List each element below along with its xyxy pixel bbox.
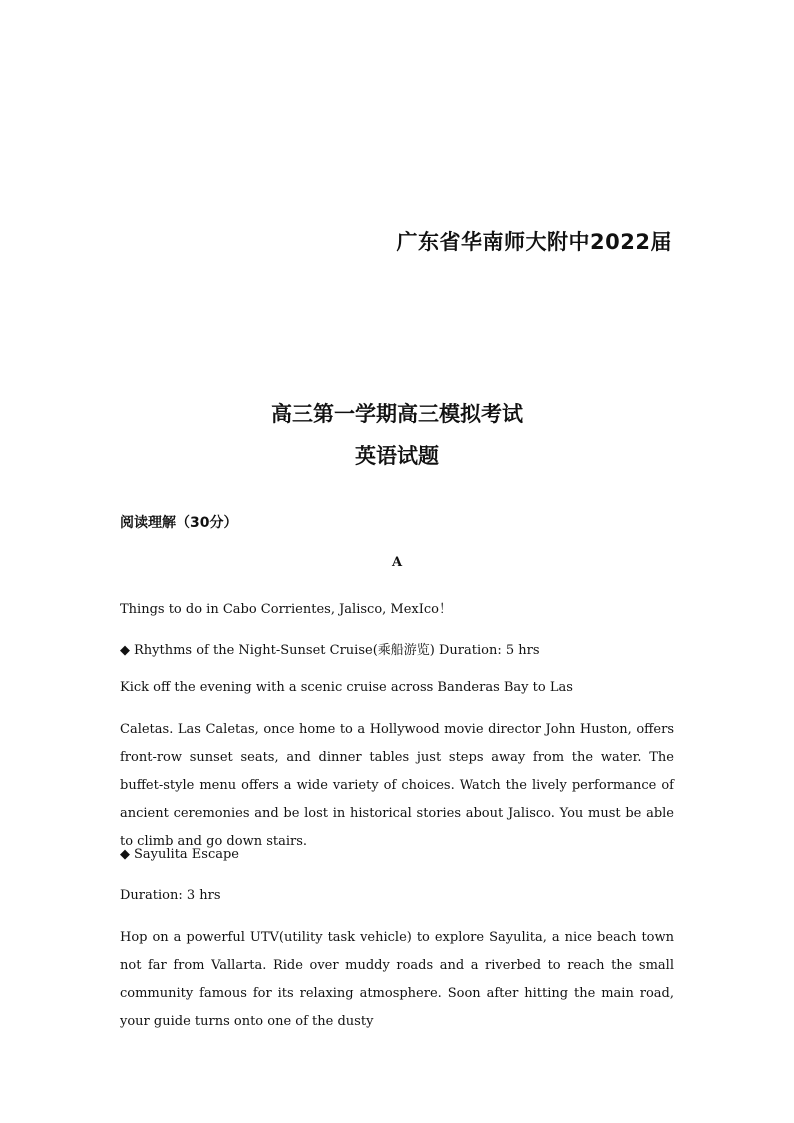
item1-paragraph: Caletas. Las Caletas, once home to a Hollywood movie director John Huston, offers front-row sunset seats, and dinner tables just steps away from the water. The buffet-style menu offers a wide variety of choices. Watch the lively performance of ancient ceremonies and be lost in historical stories about Jalisco. You must be able to climb and go down stairs. (120, 722, 674, 849)
item1-title: Rhythms of the Night-Sunset Cruise(乘船游览) Duration: 5 hrs (134, 643, 540, 658)
item2-heading (120, 847, 239, 862)
section-heading: 阅读理解（30分） (120, 515, 238, 531)
diamond-bullet-icon: ◆ (120, 847, 130, 862)
exam-title: 高三第一学期高三模拟考试 (271, 402, 523, 426)
item1-line1: Kick off the evening with a scenic cruise across Banderas Bay to Las (120, 680, 573, 695)
subject-title: 英语试题 (355, 444, 439, 468)
school-title: 广东省华南师大附中2022届 (396, 230, 672, 254)
item2-duration: Duration: 3 hrs (120, 888, 221, 903)
passage-intro: Things to do in Cabo Corrientes, Jalisco, MexIco！ (120, 602, 452, 617)
passage-letter: A (391, 555, 403, 570)
item2-title: Sayulita Escape (134, 847, 240, 862)
item1-heading (120, 639, 540, 658)
item2-paragraph: Hop on a powerful UTV(utility task vehicle) to explore Sayulita, a nice beach town not far from Vallarta. Ride over muddy roads and a riverbed to reach the small community famous for its relaxing atmosphere. Soon after hitting the main road, your guide turns onto one of the dusty (120, 930, 674, 1029)
diamond-bullet-icon: ◆ (120, 643, 130, 658)
